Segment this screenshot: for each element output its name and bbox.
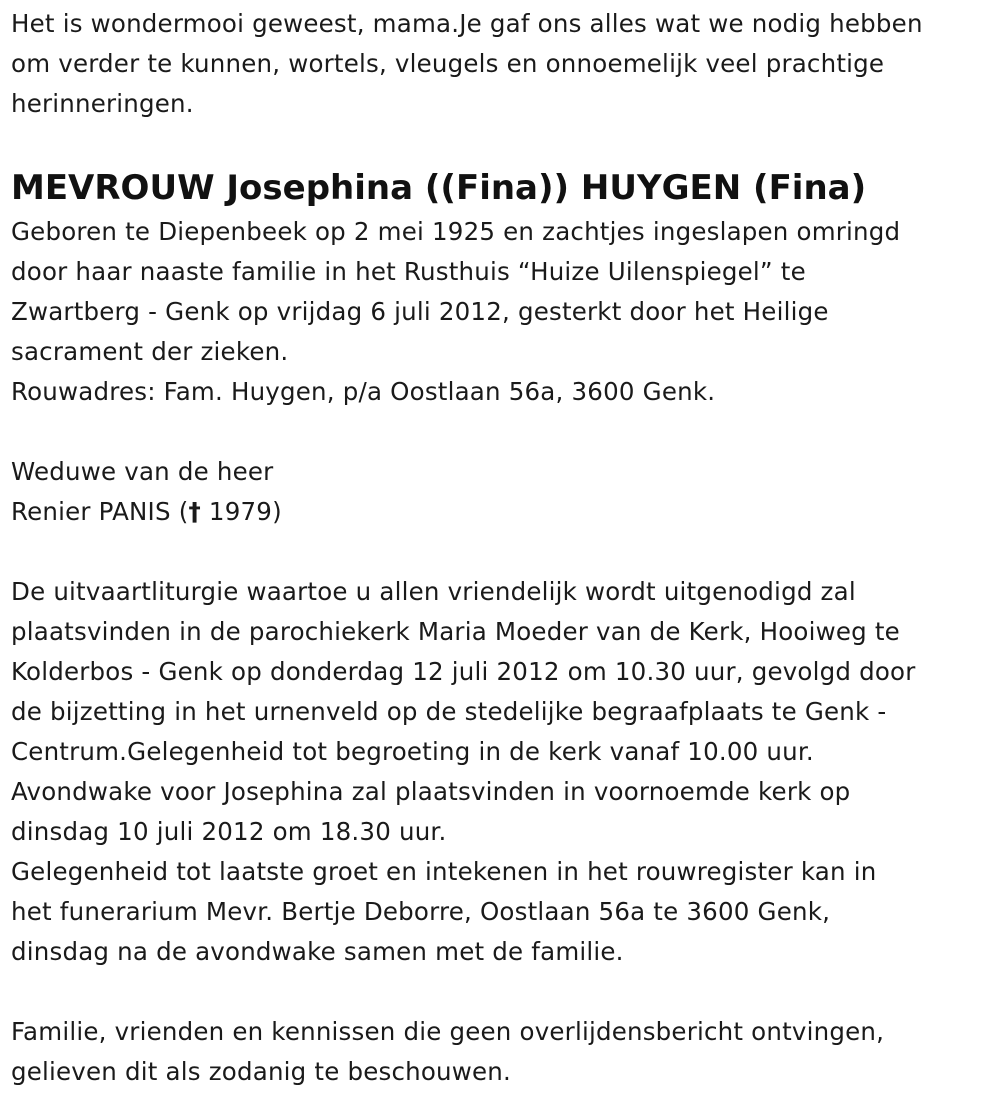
obituary-document bbox=[11, 4, 996, 1092]
spacer bbox=[11, 532, 996, 572]
funeral-line: Centrum.Gelegenheid tot begroeting in de kerk vanaf 10.00 uur. bbox=[11, 737, 814, 766]
funeral-line: dinsdag na de avondwake samen met de familie. bbox=[11, 937, 624, 966]
spouse-paragraph bbox=[11, 452, 996, 532]
deceased-name-heading: MEVROUW Josephina ((Fina)) HUYGEN (Fina) bbox=[11, 168, 867, 208]
birth-death-line: sacrament der zieken. bbox=[11, 337, 289, 366]
spacer bbox=[11, 412, 996, 452]
funeral-line: plaatsvinden in de parochiekerk Maria Moeder van de Kerk, Hooiweg te bbox=[11, 617, 900, 646]
funeral-line: de bijzetting in het urnenveld op de stedelijke begraafplaats te Genk - bbox=[11, 697, 887, 726]
funeral-line: Gelegenheid tot laatste groet en intekenen in het rouwregister kan in bbox=[11, 857, 877, 886]
closing-line: Familie, vrienden en kennissen die geen overlijdensbericht ontvingen, bbox=[11, 1017, 885, 1046]
intro-line: herinneringen. bbox=[11, 89, 194, 118]
closing-line: gelieven dit als zodanig te beschouwen. bbox=[11, 1057, 512, 1086]
intro-line: om verder te kunnen, wortels, vleugels en onnoemelijk veel prachtige bbox=[11, 49, 885, 78]
funeral-line: De uitvaartliturgie waartoe u allen vriendelijk wordt uitgenodigd zal bbox=[11, 577, 856, 606]
funeral-line: Kolderbos - Genk op donderdag 12 juli 2012 om 10.30 uur, gevolgd door bbox=[11, 657, 916, 686]
funeral-line: Avondwake voor Josephina zal plaatsvinden in voornoemde kerk op bbox=[11, 777, 851, 806]
funeral-line: het funerarium Mevr. Bertje Deborre, Oostlaan 56a te 3600 Genk, bbox=[11, 897, 831, 926]
spouse-name-line bbox=[11, 492, 996, 532]
intro-paragraph bbox=[11, 4, 996, 124]
birth-death-line: Geboren te Diepenbeek op 2 mei 1925 en zachtjes ingeslapen omringd bbox=[11, 217, 901, 246]
spouse-name-suffix: 1979) bbox=[200, 497, 282, 526]
birth-death-paragraph bbox=[11, 212, 996, 412]
cross-icon: † bbox=[188, 497, 201, 526]
spouse-intro-line: Weduwe van de heer bbox=[11, 457, 274, 486]
mourning-address-line: Rouwadres: Fam. Huygen, p/a Oostlaan 56a, 3600 Genk. bbox=[11, 377, 716, 406]
birth-death-line: door haar naaste familie in het Rusthuis “Huize Uilenspiegel” te bbox=[11, 257, 806, 286]
spouse-name-prefix: Renier PANIS ( bbox=[11, 497, 189, 526]
birth-death-line: Zwartberg - Genk op vrijdag 6 juli 2012, gesterkt door het Heilige bbox=[11, 297, 829, 326]
closing-paragraph bbox=[11, 1012, 996, 1092]
funeral-paragraph bbox=[11, 572, 996, 972]
funeral-line: dinsdag 10 juli 2012 om 18.30 uur. bbox=[11, 817, 447, 846]
intro-line: Het is wondermooi geweest, mama.Je gaf ons alles wat we nodig hebben bbox=[11, 9, 923, 38]
spacer bbox=[11, 972, 996, 1012]
